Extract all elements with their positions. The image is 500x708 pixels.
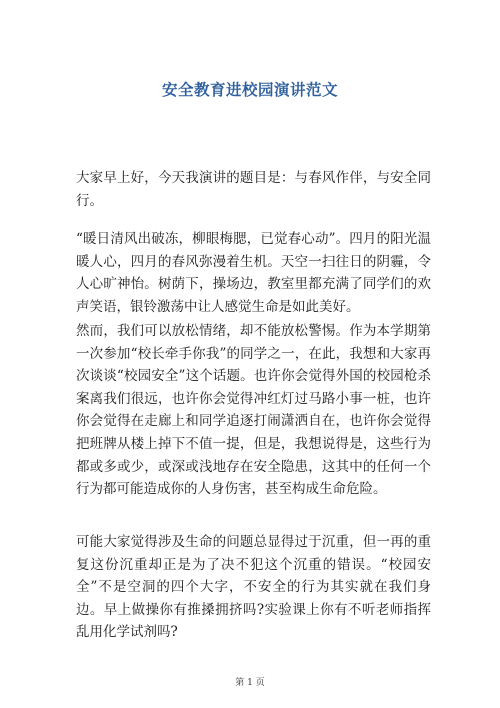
page-number: 第 1 页 — [235, 678, 265, 688]
paragraph-spring: “暖日清风出破冻，柳眼梅腮，已觉春心动”。四月的阳光温暖人心，四月的春风弥漫着生机。天空一扫往日的阴霾，令人心旷神怡。树荫下，操场边，教室里都充满了同学们的欢声笑语，银铃激荡中让人感觉生命是如此美好。 — [76, 231, 431, 315]
paragraph-safety-topic: 然而，我们可以放松情绪，却不能放松警惕。作为本学期第一次参加“校长牵手你我”的同学之一，在此，我想和大家再次谈谈“校园安全”这个话题。也许你会觉得外国的校园枪杀案离我们很远，也许你会觉得冲红灯过马路小事一桩，也许你会觉得在走廊上和同学追逐打闹潇洒自在，也许你会觉得把班牌从楼上掉下不值一提，但是，我想说得是，这些行为都或多或少，或深或浅地存在安全隐患，这其中的任何一个行为都可能造成你的人身伤害，甚至构成生命危险。 — [76, 323, 431, 498]
paragraph-greeting: 大家早上好，今天我演讲的题目是：与春风作伴，与安全同行。 — [76, 170, 431, 209]
document-title: 安全教育进校园演讲范文 — [161, 81, 338, 99]
paragraph-life-concern: 可能大家觉得涉及生命的问题总显得过于沉重，但一再的重复这份沉重却正是为了决不犯这个沉重的错误。“校园安全”不是空洞的四个大字，不安全的行为其实就在我们身边。早上做操你有推搡拥挤吗?实验课上你有不听老师指挥乱用化学试剂吗? — [76, 534, 431, 641]
